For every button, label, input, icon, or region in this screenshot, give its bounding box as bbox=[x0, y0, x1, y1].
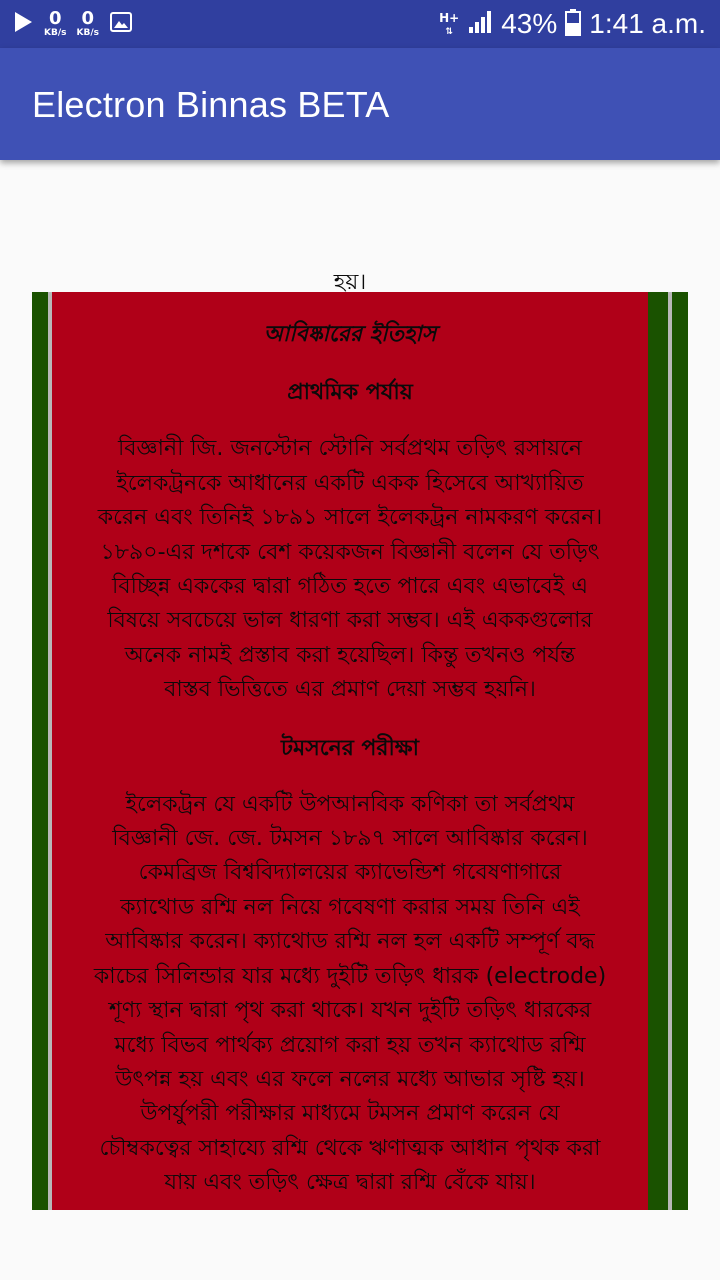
battery-icon bbox=[565, 8, 581, 40]
paragraph-line: উপর্যুপরী পরীক্ষার মাধ্যমে টমসন প্রমাণ করেন যে bbox=[140, 1101, 560, 1127]
paragraph-line: আবিষ্কার করেন। ক্যাথোড রশ্মি নল হল একটি সম্পূর্ণ বদ্ধ bbox=[105, 929, 595, 955]
paragraph-line: বিচ্ছিন্ন এককের দ্বারা গঠিত হতে পারে এবং এভাবেই এ bbox=[112, 574, 588, 600]
subsection-title-early-stage: প্রাথমিক পর্যায় bbox=[287, 380, 413, 406]
battery-percent: 43% bbox=[501, 8, 558, 39]
paragraph-line: বিজ্ঞানী জে. জে. টমসন ১৮৯৭ সালে আবিষ্কার করেন। bbox=[112, 826, 588, 852]
paragraph-line: বাস্তব ভিত্তিতে এর প্রমাণ দেয়া সম্ভব হয়নি। bbox=[164, 677, 536, 703]
paragraph-line: যায় এবং তড়িৎ ক্ষেত্র দ্বারা রশ্মি বেঁকে যায়। bbox=[164, 1170, 536, 1196]
paragraph-line: চৌম্বকত্বের সাহায্যে রশ্মি থেকে ঋণাত্মক আধান পৃথক করা bbox=[99, 1135, 601, 1161]
paragraph-line: শূণ্য স্থান দ্বারা পৃথ করা থাকে। যখন দুইটি তড়িৎ ধারকের bbox=[108, 998, 592, 1024]
net-up-speed: 0 KB/s bbox=[76, 8, 99, 38]
paragraph-line: কাচের সিলিন্ডার যার মধ্যে দুইটি তড়িৎ ধারক (electrode) bbox=[93, 963, 607, 989]
article-content[interactable] bbox=[52, 270, 648, 1210]
section-title: আবিষ্কারের ইতিহাস bbox=[263, 322, 437, 348]
paragraph-thomson-experiment bbox=[52, 788, 648, 1201]
article-frame bbox=[32, 270, 688, 1210]
app-title: Electron Binnas BETA bbox=[32, 84, 390, 125]
paragraph-line: বিজ্ঞানী জি. জনস্টোন স্টোনি সর্বপ্রথম তড়িৎ রসায়নে bbox=[117, 436, 583, 462]
subsection-title-thomson-experiment: টমসনের পরীক্ষা bbox=[281, 735, 419, 761]
clock: 1:41 a.m. bbox=[589, 8, 706, 39]
frame-divider-right bbox=[668, 292, 672, 1210]
play-icon bbox=[12, 10, 34, 38]
paragraph-line: উৎপন্ন হয় এবং এর ফলে নলের মধ্যে আভার সৃষ্টি হয়। bbox=[115, 1066, 585, 1092]
paragraph-line: কেমব্রিজ বিশ্ববিদ্যালয়ের ক্যাভেন্ডিশ গবেষণাগারে bbox=[138, 860, 562, 886]
status-bar bbox=[0, 0, 720, 48]
paragraph-line: অনেক নামই প্রস্তাব করা হয়েছিল। কিন্তু তখনও পর্যন্ত bbox=[124, 642, 576, 668]
paragraph-line: ইলেকট্রনকে আধানের একটি একক হিসেবে আখ্যায়িত bbox=[116, 470, 584, 496]
previous-paragraph-fragment: হয়। bbox=[333, 270, 367, 295]
signal-icon bbox=[467, 9, 493, 39]
app-bar bbox=[0, 48, 720, 160]
gallery-icon bbox=[109, 10, 133, 38]
paragraph-line: মধ্যে বিভব পার্থক্য প্রয়োগ করা হয় তখন ক্যাথোড রশ্মি bbox=[114, 1032, 586, 1058]
network-type-indicator: H+ ⇅ bbox=[439, 10, 460, 37]
paragraph-early-stage bbox=[52, 432, 648, 707]
paragraph-line: বিষয়ে সবচেয়ে ভাল ধারণা করা সম্ভব। এই এককগুলোর bbox=[107, 608, 593, 634]
paragraph-line: ক্যাথোড রশ্মি নল নিয়ে গবেষণা করার সময় তিনি এই bbox=[120, 894, 580, 920]
net-down-speed: 0 KB/s bbox=[44, 8, 67, 38]
paragraph-line: ইলেকট্রন যে একটি উপআনবিক কণিকা তা সর্বপ্রথম bbox=[125, 791, 575, 817]
paragraph-line: ১৮৯০-এর দশকে বেশ কয়েকজন বিজ্ঞানী বলেন যে তড়িৎ bbox=[100, 539, 600, 565]
paragraph-line: করেন এবং তিনিই ১৮৯১ সালে ইলেকট্রন নামকরণ করেন। bbox=[97, 505, 603, 531]
